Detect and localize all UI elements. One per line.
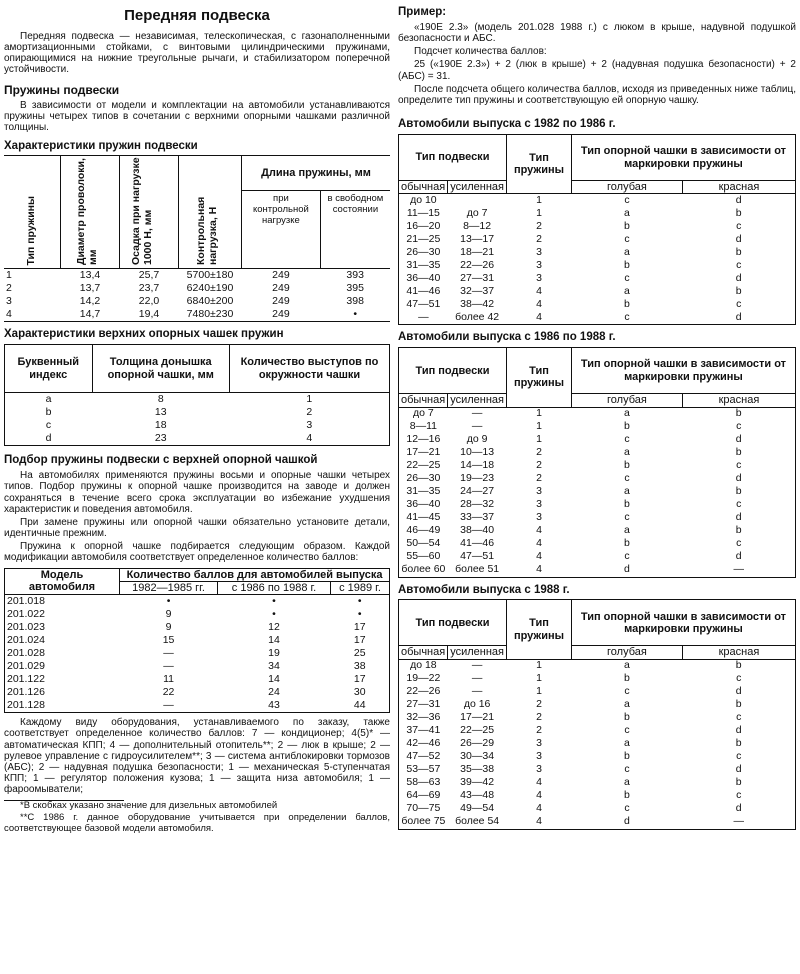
- col-susp-type: Тип подвески: [399, 135, 507, 181]
- table-row: 58—63 39—42 4 a b: [406, 776, 742, 789]
- col-red: красная: [682, 646, 795, 659]
- table-row: 32—36 17—21 2 b c: [406, 711, 742, 724]
- col-points: Количество баллов для автомобилей выпуска: [120, 568, 390, 581]
- selection-p1: На автомобилях применяются пружины восьми и опорные чашки четырех типов. Подбор пружины к опорной чашке производится на заводе и должен сохраняться в течение всего срока эксплуатации во избежание ухудшения характеристик и поведения автомобиля.: [4, 470, 390, 515]
- col-sag: Осадка при нагрузке 1000 Н, мм: [120, 156, 179, 269]
- cup-char-table: [4, 344, 390, 446]
- table-row: до 7 — 1 a b: [412, 407, 742, 420]
- col-protrusions: Количество выступов по окружности чашки: [229, 345, 389, 393]
- table-row: 47—52 30—34 3 b c: [406, 750, 742, 763]
- springs-paragraph: В зависимости от модели и комплектации на автомобили устанавливаются пружины четырех типов в сочетании с верхними опорными чашками различной толщины.: [4, 99, 390, 134]
- col-blue: голубая: [572, 394, 683, 407]
- table-row: 31—35 24—27 3 a b: [406, 485, 742, 498]
- table-row: 47—51 38—42 4 b c: [406, 298, 742, 310]
- col-spring-length: Длина пружины, мм: [242, 156, 391, 191]
- table-row: 17—21 10—13 2 a b: [406, 446, 742, 459]
- table-row: b 13 2: [45, 405, 313, 418]
- col-spring-type: Тип пружины: [4, 156, 61, 269]
- col-regular: обычная: [399, 394, 448, 407]
- col-cup-thickness: Толщина донышка опорной чашки, мм: [92, 345, 229, 393]
- table-row: 8—11 — 1 b c: [409, 420, 742, 433]
- selection-p2: При замене пружины или опорной чашки обязательно установите детали, идентичные прежним.: [4, 516, 390, 540]
- table-row: 37—41 22—25 2 c d: [406, 724, 742, 737]
- selection-p3: Пружина к опорной чашке подбирается следующим образом. Каждой модификации автомобиля соответствует определенное количество баллов:: [4, 541, 390, 564]
- selection-heading: Подбор пружины подвески с верхней опорной чашкой: [4, 454, 318, 467]
- col-control-load: Контрольная нагрузка, Н: [179, 156, 242, 269]
- col-model: Модель автомобиля: [5, 568, 120, 595]
- example-p3: 25 («190Е 2.3») + 2 (люк в крыше) + 2 (надувная подушка безопасности) + 2 (АБС) = 31.: [398, 59, 796, 82]
- col-length-free: в свободном состоянии: [327, 193, 384, 216]
- table-row: 55—60 47—51 4 c d: [406, 550, 742, 563]
- page-title: Передняя подвеска: [124, 7, 270, 24]
- table-row: 201.122 11 14 17: [7, 672, 366, 685]
- springs-heading: Пружины подвески: [4, 82, 120, 97]
- table-row: 36—40 28—32 3 b c: [406, 498, 742, 511]
- col-reinforced: усиленная: [448, 181, 507, 194]
- t1986-heading: Автомобили выпуска с 1986 по 1988 г.: [398, 331, 616, 344]
- col-year-1986: с 1986 по 1988 г.: [218, 581, 331, 594]
- col-reinforced: усиленная: [448, 394, 507, 407]
- table-row: 26—30 18—21 3 a b: [406, 246, 742, 258]
- col-length-control: при контрольной нагрузке: [242, 191, 321, 269]
- table-row: 16—20 8—12 2 b c: [406, 220, 742, 232]
- col-red: красная: [682, 181, 795, 194]
- col-spring-type: Тип пружины: [507, 135, 572, 194]
- col-blue: голубая: [572, 181, 683, 194]
- footnote-2: **С 1986 г. данное оборудование учитывается при определении баллов, соответствующее базовой модели автомобиля.: [4, 812, 390, 834]
- table-row: более 75 более 54 4 d —: [401, 815, 744, 828]
- col-susp-type: Тип подвески: [399, 348, 507, 394]
- table-row: 1 13,4 25,7 5700±180 249 393: [6, 269, 364, 282]
- table-row: 42—46 26—29 3 a b: [406, 737, 742, 750]
- table-row: 201.028 — 19 25: [7, 646, 366, 659]
- table-row: 201.022 9 • •: [7, 607, 362, 620]
- table-row: более 60 более 51 4 d —: [401, 563, 744, 576]
- equipment-paragraph: Каждому виду оборудования, устанавливаемого по заказу, также соответствует определенное количество баллов: 7 — кондиционер; 4(5)* — автоматическая КПП; 4 — дополнительный отопитель**; 2 — люк в крыше; 2 — рулевое управление с гидроусилителем**; 3 — система антиблокировки тормозов (АБС); 2 — надувная подушка безопасности; 1 — механическая 5-ступенчатая КПП; 1 — регулятор положения кузова; 1 — защита низа автомобиля; 1 — фароомыватели;: [4, 717, 390, 796]
- table-row: 201.023 9 12 17: [7, 620, 366, 633]
- t1982-table: [398, 134, 796, 325]
- table-row: 201.024 15 14 17: [7, 633, 366, 646]
- table-row: 3 14,2 22,0 6840±200 249 398: [6, 295, 364, 308]
- col-blue: голубая: [572, 646, 683, 659]
- table-row: 53—57 35—38 3 c d: [406, 763, 742, 776]
- col-spring-type: Тип пружины: [507, 348, 572, 407]
- table-row: 12—16 до 9 1 c d: [406, 433, 742, 446]
- table-row: 64—69 43—48 4 b c: [406, 789, 742, 802]
- table-row: 19—22 — 1 b c: [406, 672, 742, 685]
- table-row: 27—31 до 16 2 a b: [406, 698, 742, 711]
- table-row: 41—46 32—37 4 a b: [406, 285, 742, 297]
- t1986-table: [398, 347, 796, 577]
- col-cup-type: Тип опорной чашки в зависимости от маркировки пружины: [572, 348, 796, 394]
- table-row: a 8 1: [45, 392, 313, 405]
- table-row: 201.029 — 34 38: [7, 659, 366, 672]
- t1988-table: [398, 599, 796, 829]
- spring-char-heading: Характеристики пружин подвески: [4, 139, 198, 152]
- table-row: 4 14,7 19,4 7480±230 249 •: [6, 308, 358, 321]
- points-table: [4, 568, 390, 714]
- table-row: 2 13,7 23,7 6240±190 249 395: [6, 282, 364, 295]
- footnote-1: *В скобках указано значение для дизельных автомобилей: [20, 799, 278, 811]
- table-row: 70—75 49—54 4 c d: [406, 802, 742, 815]
- col-susp-type: Тип подвески: [399, 600, 507, 646]
- table-row: 201.128 — 43 44: [7, 698, 366, 711]
- col-cup-type: Тип опорной чашки в зависимости от маркировки пружины: [572, 135, 796, 181]
- table-row: 36—40 27—31 3 c d: [406, 272, 742, 284]
- table-row: 201.018 • • •: [7, 594, 362, 607]
- table-row: 201.126 22 24 30: [7, 685, 366, 698]
- col-year-1989: с 1989 г.: [330, 581, 389, 594]
- example-heading: Пример:: [398, 6, 447, 18]
- table-row: c 18 3: [45, 418, 313, 431]
- intro-paragraph: Передняя подвеска — независимая, телескопическая, с газонаполненными амортизационными стойками, с винтовыми цилиндрическими пружинами, опирающимися на нижние треугольные рычаги, и стабилизатором поперечной устойчивости.: [4, 30, 390, 76]
- table-row: до 18 — 1 a b: [410, 659, 742, 672]
- spring-char-table: [4, 156, 390, 322]
- table-row: 41—45 33—37 3 c d: [406, 511, 742, 524]
- col-cup-type: Тип опорной чашки в зависимости от маркировки пружины: [572, 600, 796, 646]
- table-row: 11—15 до 7 1 a b: [406, 207, 742, 219]
- t1982-heading: Автомобили выпуска с 1982 по 1986 г.: [398, 118, 616, 131]
- example-p2: Подсчет количества баллов:: [414, 46, 547, 58]
- table-row: до 10 1 c d: [410, 194, 742, 206]
- col-regular: обычная: [399, 181, 448, 194]
- table-row: 46—49 38—40 4 a b: [406, 524, 742, 537]
- table-row: 31—35 22—26 3 b c: [406, 259, 742, 271]
- col-red: красная: [682, 394, 795, 407]
- col-wire-diameter: Диаметр проволоки, мм: [61, 156, 120, 269]
- table-row: 21—25 13—17 2 c d: [406, 233, 742, 245]
- table-row: 22—25 14—18 2 b c: [406, 459, 742, 472]
- col-spring-type: Тип пружины: [507, 600, 572, 659]
- table-row: 50—54 41—46 4 b c: [406, 537, 742, 550]
- right-column: [398, 6, 796, 830]
- col-regular: обычная: [399, 646, 448, 659]
- table-row: — более 42 4 c d: [418, 311, 742, 323]
- table-row: 26—30 19—23 2 c d: [406, 472, 742, 485]
- table-row: 22—26 — 1 c d: [406, 685, 742, 698]
- t1988-heading: Автомобили выпуска с 1988 г.: [398, 583, 570, 596]
- left-column: [4, 6, 390, 836]
- example-p4: После подсчета общего количества баллов, исходя из приведенных ниже таблиц, определите тип пружины и соответствующую ей опорную чашку.: [398, 83, 796, 106]
- col-year-1982: 1982—1985 гг.: [120, 581, 218, 594]
- table-row: d 23 4: [45, 431, 313, 444]
- col-reinforced: усиленная: [448, 646, 507, 659]
- example-p1: «190Е 2.3» (модель 201.028 1988 г.) с люком в крыше, надувной подушкой безопасности и АБС.: [398, 21, 796, 45]
- cup-char-heading: Характеристики верхних опорных чашек пружин: [4, 328, 284, 341]
- col-letter-index: Буквенный индекс: [5, 345, 93, 393]
